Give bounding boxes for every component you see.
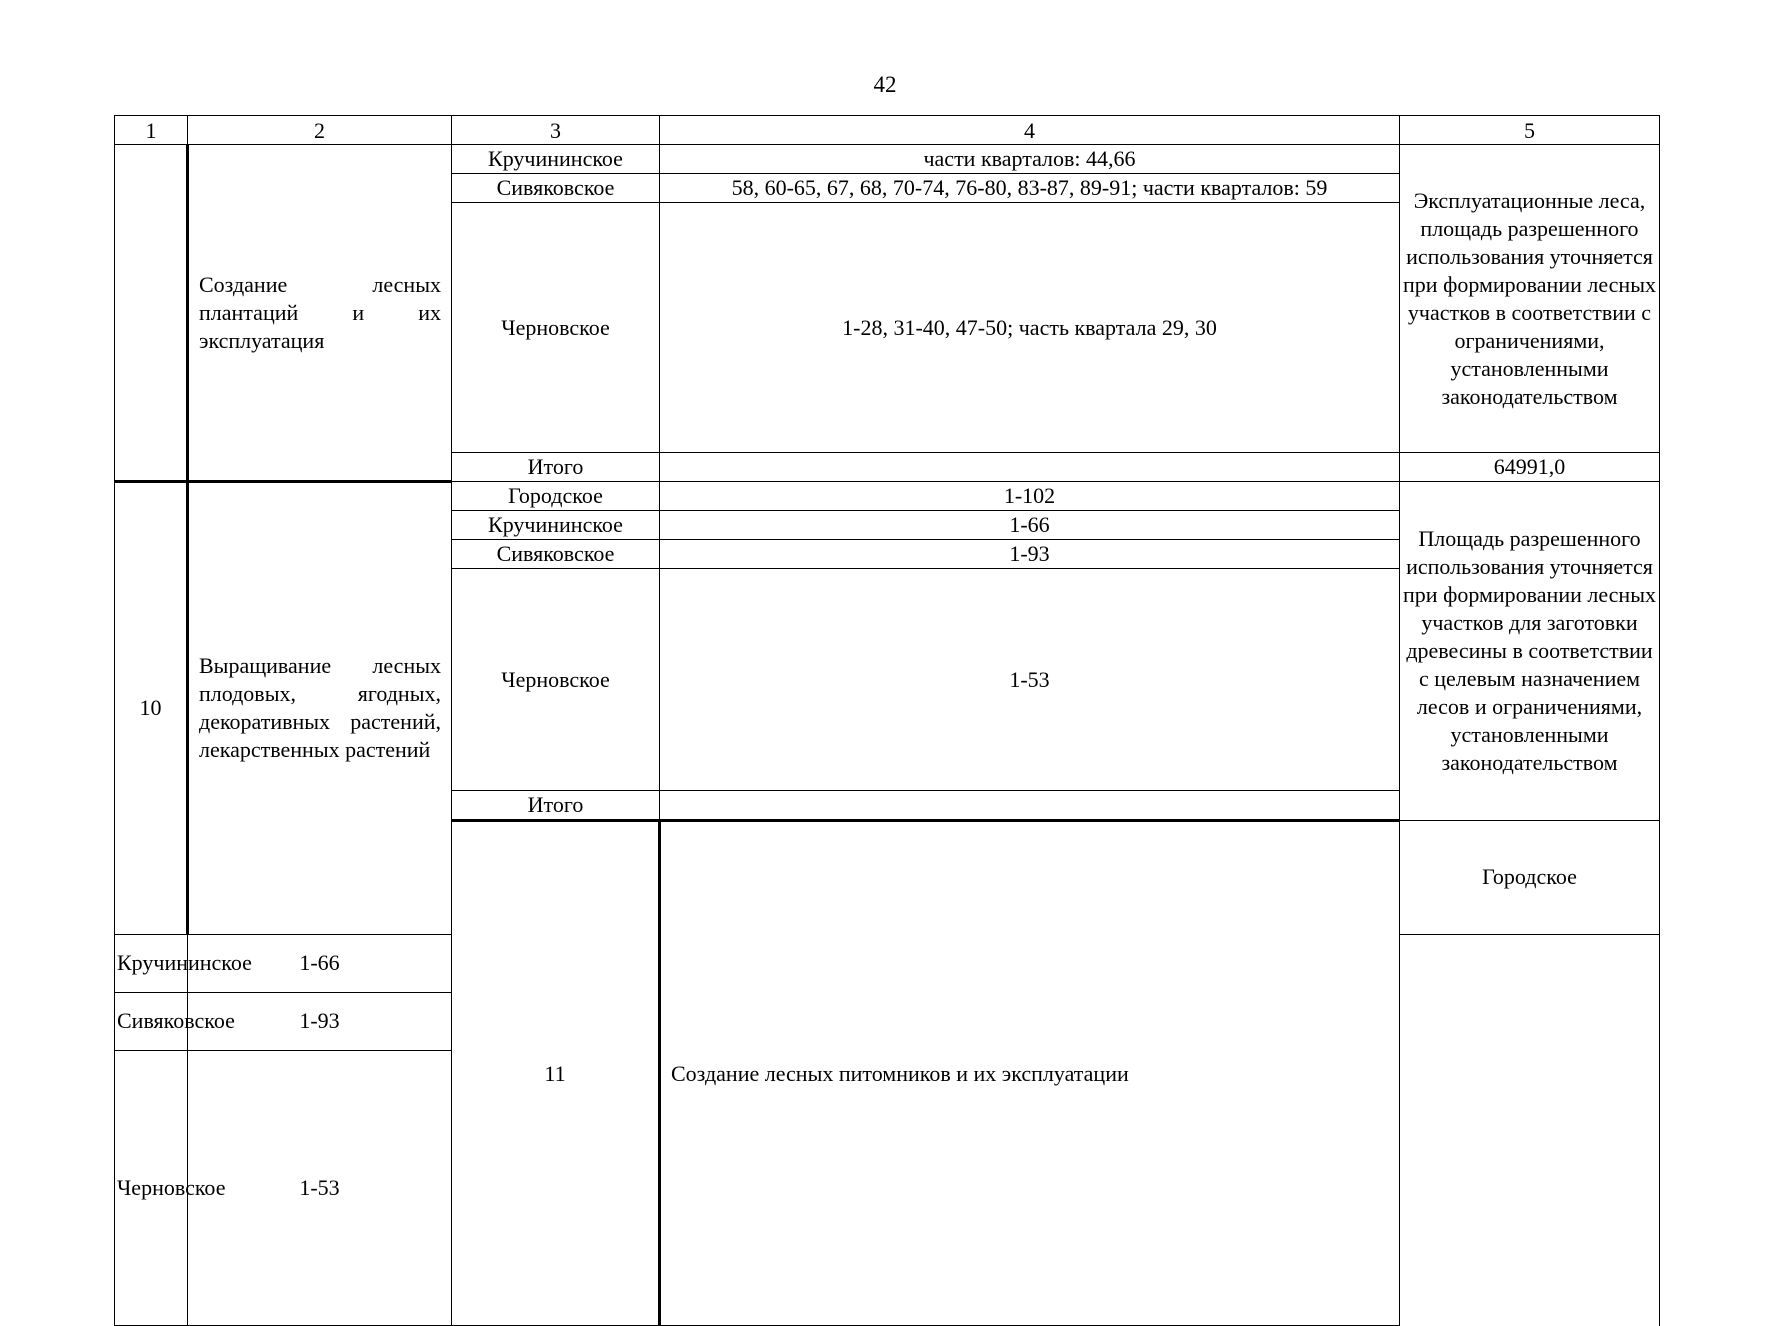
note-cell: Эксплуатационные леса, площадь разрешенного использования уточняется при формировании лесных участков в соответствии с ограничениями, установленными законодательством bbox=[1400, 145, 1660, 453]
forestry-cell: Городское bbox=[452, 482, 660, 511]
table-header-row bbox=[115, 116, 1660, 145]
forestry-cell: Сивяковское bbox=[452, 174, 660, 203]
row-number-cell bbox=[115, 145, 188, 482]
forestry-cell: Черновское bbox=[452, 569, 660, 791]
total-empty-cell bbox=[660, 453, 1400, 482]
quarters-cell: 1-66 bbox=[188, 934, 452, 992]
quarters-cell: 1-93 bbox=[660, 540, 1400, 569]
header-cell: 5 bbox=[1400, 116, 1660, 145]
quarters-cell: 1-93 bbox=[188, 992, 452, 1050]
use-kind-cell: Создание лесных плантаций и их эксплуатация bbox=[188, 145, 452, 482]
quarters-cell: 1-102 bbox=[660, 482, 1400, 511]
header-cell: 2 bbox=[188, 116, 452, 145]
table-row bbox=[115, 482, 1660, 511]
forestry-cell: Сивяковское bbox=[452, 540, 660, 569]
forestry-cell: Черновское bbox=[452, 203, 660, 453]
quarters-cell: 1-66 bbox=[660, 511, 1400, 540]
row-number-cell: 10 bbox=[115, 482, 188, 935]
total-label: Итого bbox=[452, 453, 660, 482]
quarters-cell: 1-53 bbox=[188, 1050, 452, 1325]
use-kind-cell: Создание лесных питомников и их эксплуатации bbox=[660, 821, 1400, 1326]
forestry-cell: Городское bbox=[1400, 821, 1660, 935]
header-cell: 4 bbox=[660, 116, 1400, 145]
table-row bbox=[115, 145, 1660, 174]
quarters-cell: части кварталов: 44,66 bbox=[660, 145, 1400, 174]
forestry-cell: Кручининское bbox=[115, 934, 188, 992]
forestry-cell: Черновское bbox=[115, 1050, 188, 1325]
total-empty-cell bbox=[660, 791, 1400, 821]
note-cell: Площадь разрешенного использования уточняется при формировании лесных участков для заготовки древесины в соответствии с целевым назначением лесов и ограничениями, установленными законодательством bbox=[1400, 482, 1660, 821]
total-label: Итого bbox=[452, 791, 660, 821]
use-kind-cell: Выращивание лесных плодовых, ягодных, декоративных растений, лекарственных растений bbox=[188, 482, 452, 935]
forest-use-table bbox=[114, 115, 1660, 1326]
quarters-cell: 1-28, 31-40, 47-50; часть квартала 29, 30 bbox=[660, 203, 1400, 453]
forestry-cell: Кручининское bbox=[452, 511, 660, 540]
quarters-cell: 58, 60-65, 67, 68, 70-74, 76-80, 83-87, 89-91; части кварталов: 59 bbox=[660, 174, 1400, 203]
row-number-cell: 11 bbox=[452, 821, 660, 1326]
header-cell: 1 bbox=[115, 116, 188, 145]
quarters-cell: 1-53 bbox=[660, 569, 1400, 791]
forestry-cell: Кручининское bbox=[452, 145, 660, 174]
page-number: 42 bbox=[873, 72, 897, 97]
total-value: 64991,0 bbox=[1400, 453, 1660, 482]
forestry-cell: Сивяковское bbox=[115, 992, 188, 1050]
header-cell: 3 bbox=[452, 116, 660, 145]
